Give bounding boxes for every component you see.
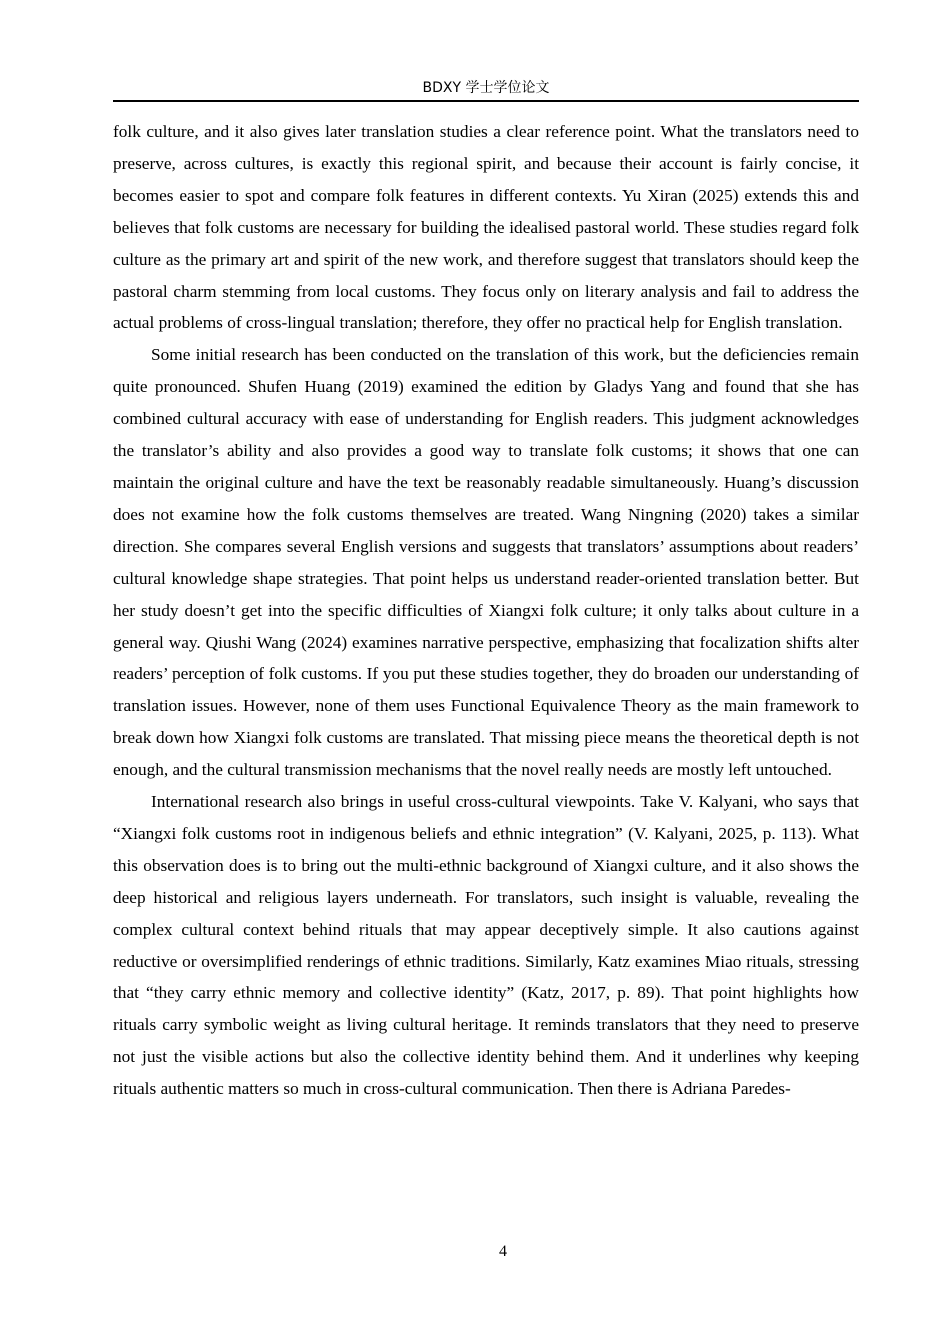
paragraph-folk-culture: folk culture, and it also gives later translation studies a clear reference point. What the translators need to preserve, across cultures, is exactly this regional spirit, and because their account is fairly concise, it becomes easier to spot and compare folk features in different contexts. Yu Xiran (2025) extends this and believes that folk customs are necessary for building the idealised pastoral world. These studies regard folk culture as the primary art and spirit of the new work, and therefore suggest that translators should keep the pastoral charm stemming from local customs. They focus only on literary analysis and fail to address the actual problems of cross-lingual translation; therefore, they offer no practical help for English translation.: [113, 122, 859, 333]
header-rule: [113, 100, 859, 102]
running-header-title: BDXY 学士学位论文: [422, 80, 550, 96]
running-header: [113, 76, 859, 100]
paragraph-international-research: International research also brings in useful cross-cultural viewpoints. Take V. Kalyani, who says that “Xiangxi folk customs root in indigenous beliefs and ethnic integration” (V. Kalyani, 2025, p. 113). What this observation does is to bring out the multi-ethnic background of Xiangxi culture, and it also shows the deep historical and religious layers underneath. For translators, such insight is valuable, revealing the complex cultural context behind rituals that may appear deceptively simple. It also cautions against reductive or oversimplified renderings of ethnic traditions. Similarly, Katz examines Miao rituals, stressing that “they carry ethnic memory and collective identity” (Katz, 2017, p. 89). That point highlights how rituals carry symbolic weight as living cultural heritage. It reminds translators that they need to preserve not just the visible actions but also the collective identity behind them. And it underlines why keeping rituals authentic matters so much in cross-cultural communication. Then there is Adriana Paredes-: [113, 792, 859, 1099]
page-number: 4: [499, 1243, 507, 1260]
body-text: [113, 116, 859, 1105]
paragraph-initial-research: Some initial research has been conducted on the translation of this work, but the deficiencies remain quite pronounced. Shufen Huang (2019) examined the edition by Gladys Yang and found that she has combined cultural accuracy with ease of understanding for English readers. This judgment acknowledges the translator’s ability and also provides a good way to translate folk customs; it shows that one can maintain the original culture and have the text be reasonably readable simultaneously. Huang’s discussion does not examine how the folk customs themselves are treated. Wang Ningning (2020) takes a similar direction. She compares several English versions and suggests that translators’ assumptions about readers’ cultural knowledge shape strategies. That point helps us understand reader-oriented translation better. But her study doesn’t get into the specific difficulties of Xiangxi folk culture; it only talks about culture in a general way. Qiushi Wang (2024) examines narrative perspective, emphasizing that focalization shifts alter readers’ perception of folk customs. If you put these studies together, they do broaden our understanding of translation issues. However, none of them uses Functional Equivalence Theory as the main framework to break down how Xiangxi folk customs are translated. That missing piece means the theoretical depth is not enough, and the cultural transmission mechanisms that the novel really needs are mostly left untouched.: [113, 345, 859, 780]
